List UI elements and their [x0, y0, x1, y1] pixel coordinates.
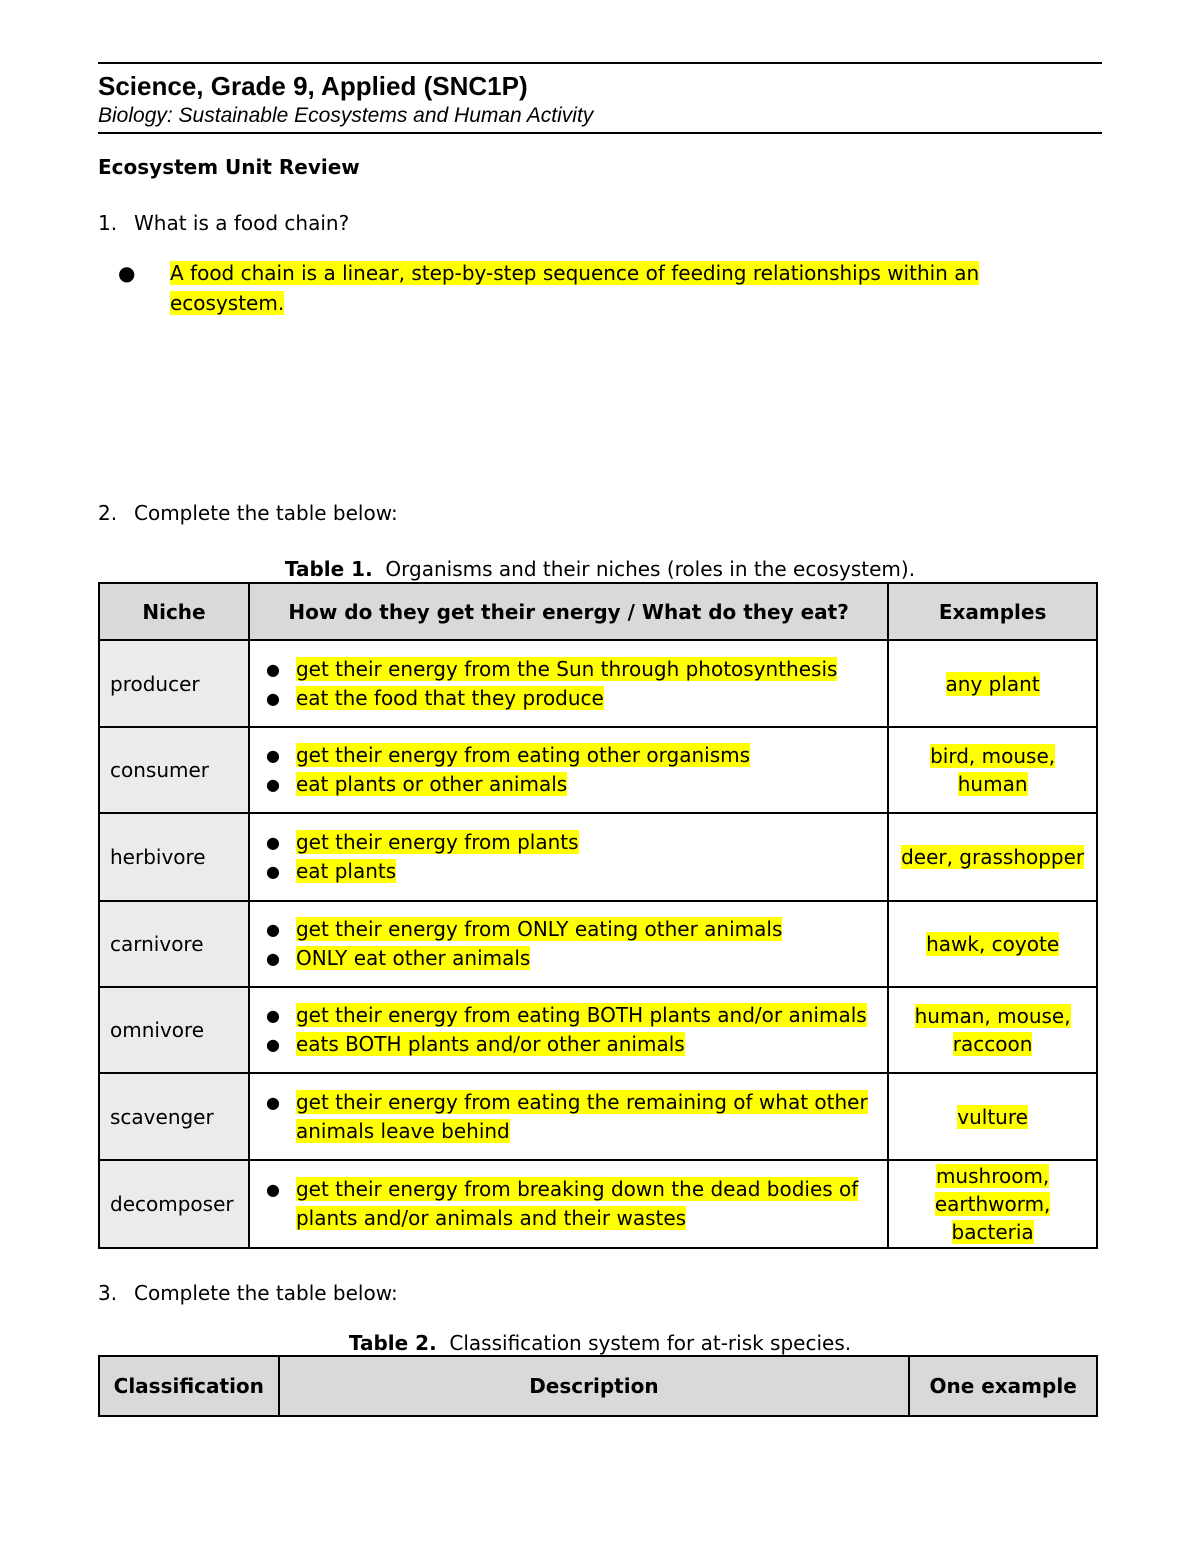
list-item-text: eat plants or other animals [295, 772, 568, 796]
table-header-row [99, 1356, 1097, 1416]
caption-text: Organisms and their niches (roles in the ecosystem). [385, 557, 916, 581]
list-item [260, 741, 877, 770]
examples-text: mushroom, earthworm, bacteria [934, 1164, 1051, 1244]
niche-cell: herbivore [99, 813, 249, 901]
list-item [260, 770, 877, 799]
niche-cell: decomposer [99, 1160, 249, 1248]
list-item-text: eat plants [295, 859, 397, 883]
list-item [260, 828, 877, 857]
examples-cell [888, 901, 1097, 987]
list-item-text: get their energy from the Sun through photosynthesis [295, 656, 838, 681]
list-item [260, 655, 877, 684]
niche-cell: scavenger [99, 1073, 249, 1160]
bullet-icon: ● [265, 1092, 280, 1112]
examples-text: deer, grasshopper [901, 845, 1085, 869]
table-row [99, 813, 1097, 901]
bullet-icon: ● [265, 775, 280, 794]
list-item-text: get their energy from eating the remaining of what other animals leave behind [295, 1089, 868, 1143]
examples-cell [888, 813, 1097, 901]
examples-text: hawk, coyote [926, 932, 1060, 956]
bullet-icon: ● [265, 1035, 280, 1054]
table-row [99, 640, 1097, 727]
list-item-text: eats BOTH plants and/or other animals [295, 1032, 685, 1056]
question-number: 3. [98, 1281, 118, 1305]
question-3 [98, 1280, 398, 1306]
niche-cell: carnivore [99, 901, 249, 987]
examples-cell [888, 987, 1097, 1073]
energy-cell [249, 901, 888, 987]
energy-list [260, 655, 877, 713]
bullet-icon: ● [265, 920, 280, 939]
list-item [260, 1175, 877, 1233]
table-header-row [99, 583, 1097, 640]
examples-text: vulture [957, 1104, 1028, 1129]
examples-cell [888, 1073, 1097, 1160]
list-item-text: get their energy from eating other organisms [295, 743, 751, 767]
table2-caption [0, 1330, 1200, 1356]
list-item [260, 1030, 877, 1059]
header-one-example: One example [909, 1356, 1097, 1416]
examples-cell [888, 640, 1097, 727]
table-row [99, 727, 1097, 813]
energy-cell [249, 640, 888, 727]
answer-1 [118, 258, 1018, 318]
examples-cell [888, 727, 1097, 813]
examples-text: human, mouse, raccoon [914, 1004, 1071, 1056]
question-text: Complete the table below: [134, 1281, 398, 1305]
list-item-text: get their energy from eating BOTH plants and/or animals [295, 1003, 867, 1027]
bullet-icon: ● [265, 1180, 280, 1199]
energy-cell [249, 813, 888, 901]
list-item [260, 857, 877, 886]
energy-list [260, 1088, 877, 1146]
examples-text: bird, mouse, human [930, 744, 1056, 796]
course-subtitle: Biology: Sustainable Ecosystems and Human Activity [98, 104, 594, 127]
classification-table [98, 1355, 1098, 1417]
list-item-text: eat the food that they produce [295, 685, 604, 710]
bullet-icon: ● [265, 949, 280, 968]
header-examples: Examples [888, 583, 1097, 640]
caption-label: Table 1. [284, 557, 373, 581]
question-1 [98, 210, 349, 236]
examples-text: any plant [945, 671, 1040, 696]
table1-caption [0, 556, 1200, 582]
table-row [99, 987, 1097, 1073]
list-item [260, 1088, 877, 1146]
header-classification: Classification [99, 1356, 279, 1416]
table-row [99, 1160, 1097, 1248]
bullet-icon: ● [265, 659, 280, 679]
caption-text: Classification system for at-risk species. [449, 1331, 852, 1355]
bullet-icon: ● [265, 1006, 280, 1025]
niche-cell: omnivore [99, 987, 249, 1073]
list-item-text: get their energy from ONLY eating other animals [295, 917, 783, 941]
list-item-text: ONLY eat other animals [295, 946, 531, 970]
energy-list [260, 915, 877, 973]
energy-list [260, 741, 877, 799]
examples-cell [888, 1160, 1097, 1248]
energy-list [260, 828, 877, 886]
table-row [99, 1073, 1097, 1160]
list-item [260, 1001, 877, 1030]
top-rule [98, 62, 1102, 64]
bullet-icon: ● [265, 833, 280, 852]
niche-table [98, 582, 1098, 1249]
question-text: What is a food chain? [134, 211, 350, 235]
header-rule [98, 132, 1102, 134]
question-text: Complete the table below: [134, 501, 398, 525]
list-item [260, 684, 877, 713]
header-niche: Niche [99, 583, 249, 640]
question-number: 2. [98, 501, 118, 525]
energy-cell [249, 727, 888, 813]
header-description: Description [279, 1356, 910, 1416]
energy-list [260, 1001, 877, 1059]
list-item-text: get their energy from plants [295, 830, 579, 854]
energy-cell [249, 1073, 888, 1160]
header-energy: How do they get their energy / What do they eat? [249, 583, 888, 640]
caption-label: Table 2. [348, 1331, 437, 1355]
bullet-icon: ● [265, 746, 280, 765]
answer-text: A food chain is a linear, step-by-step sequence of feeding relationships within an ecosystem. [170, 261, 980, 315]
course-title: Science, Grade 9, Applied (SNC1P) [98, 71, 528, 101]
energy-list [260, 1175, 877, 1233]
section-title: Ecosystem Unit Review [98, 155, 360, 179]
list-item-text: get their energy from breaking down the dead bodies of plants and/or animals and their wastes [295, 1177, 859, 1230]
bullet-icon: ● [265, 862, 280, 881]
list-item [260, 915, 877, 944]
table-row [99, 901, 1097, 987]
question-2 [98, 500, 398, 526]
energy-cell [249, 1160, 888, 1248]
list-item [260, 944, 877, 973]
question-number: 1. [98, 211, 118, 235]
bullet-icon: ● [265, 688, 280, 708]
energy-cell [249, 987, 888, 1073]
niche-cell: consumer [99, 727, 249, 813]
bullet-icon: ● [118, 261, 136, 285]
niche-cell: producer [99, 640, 249, 727]
